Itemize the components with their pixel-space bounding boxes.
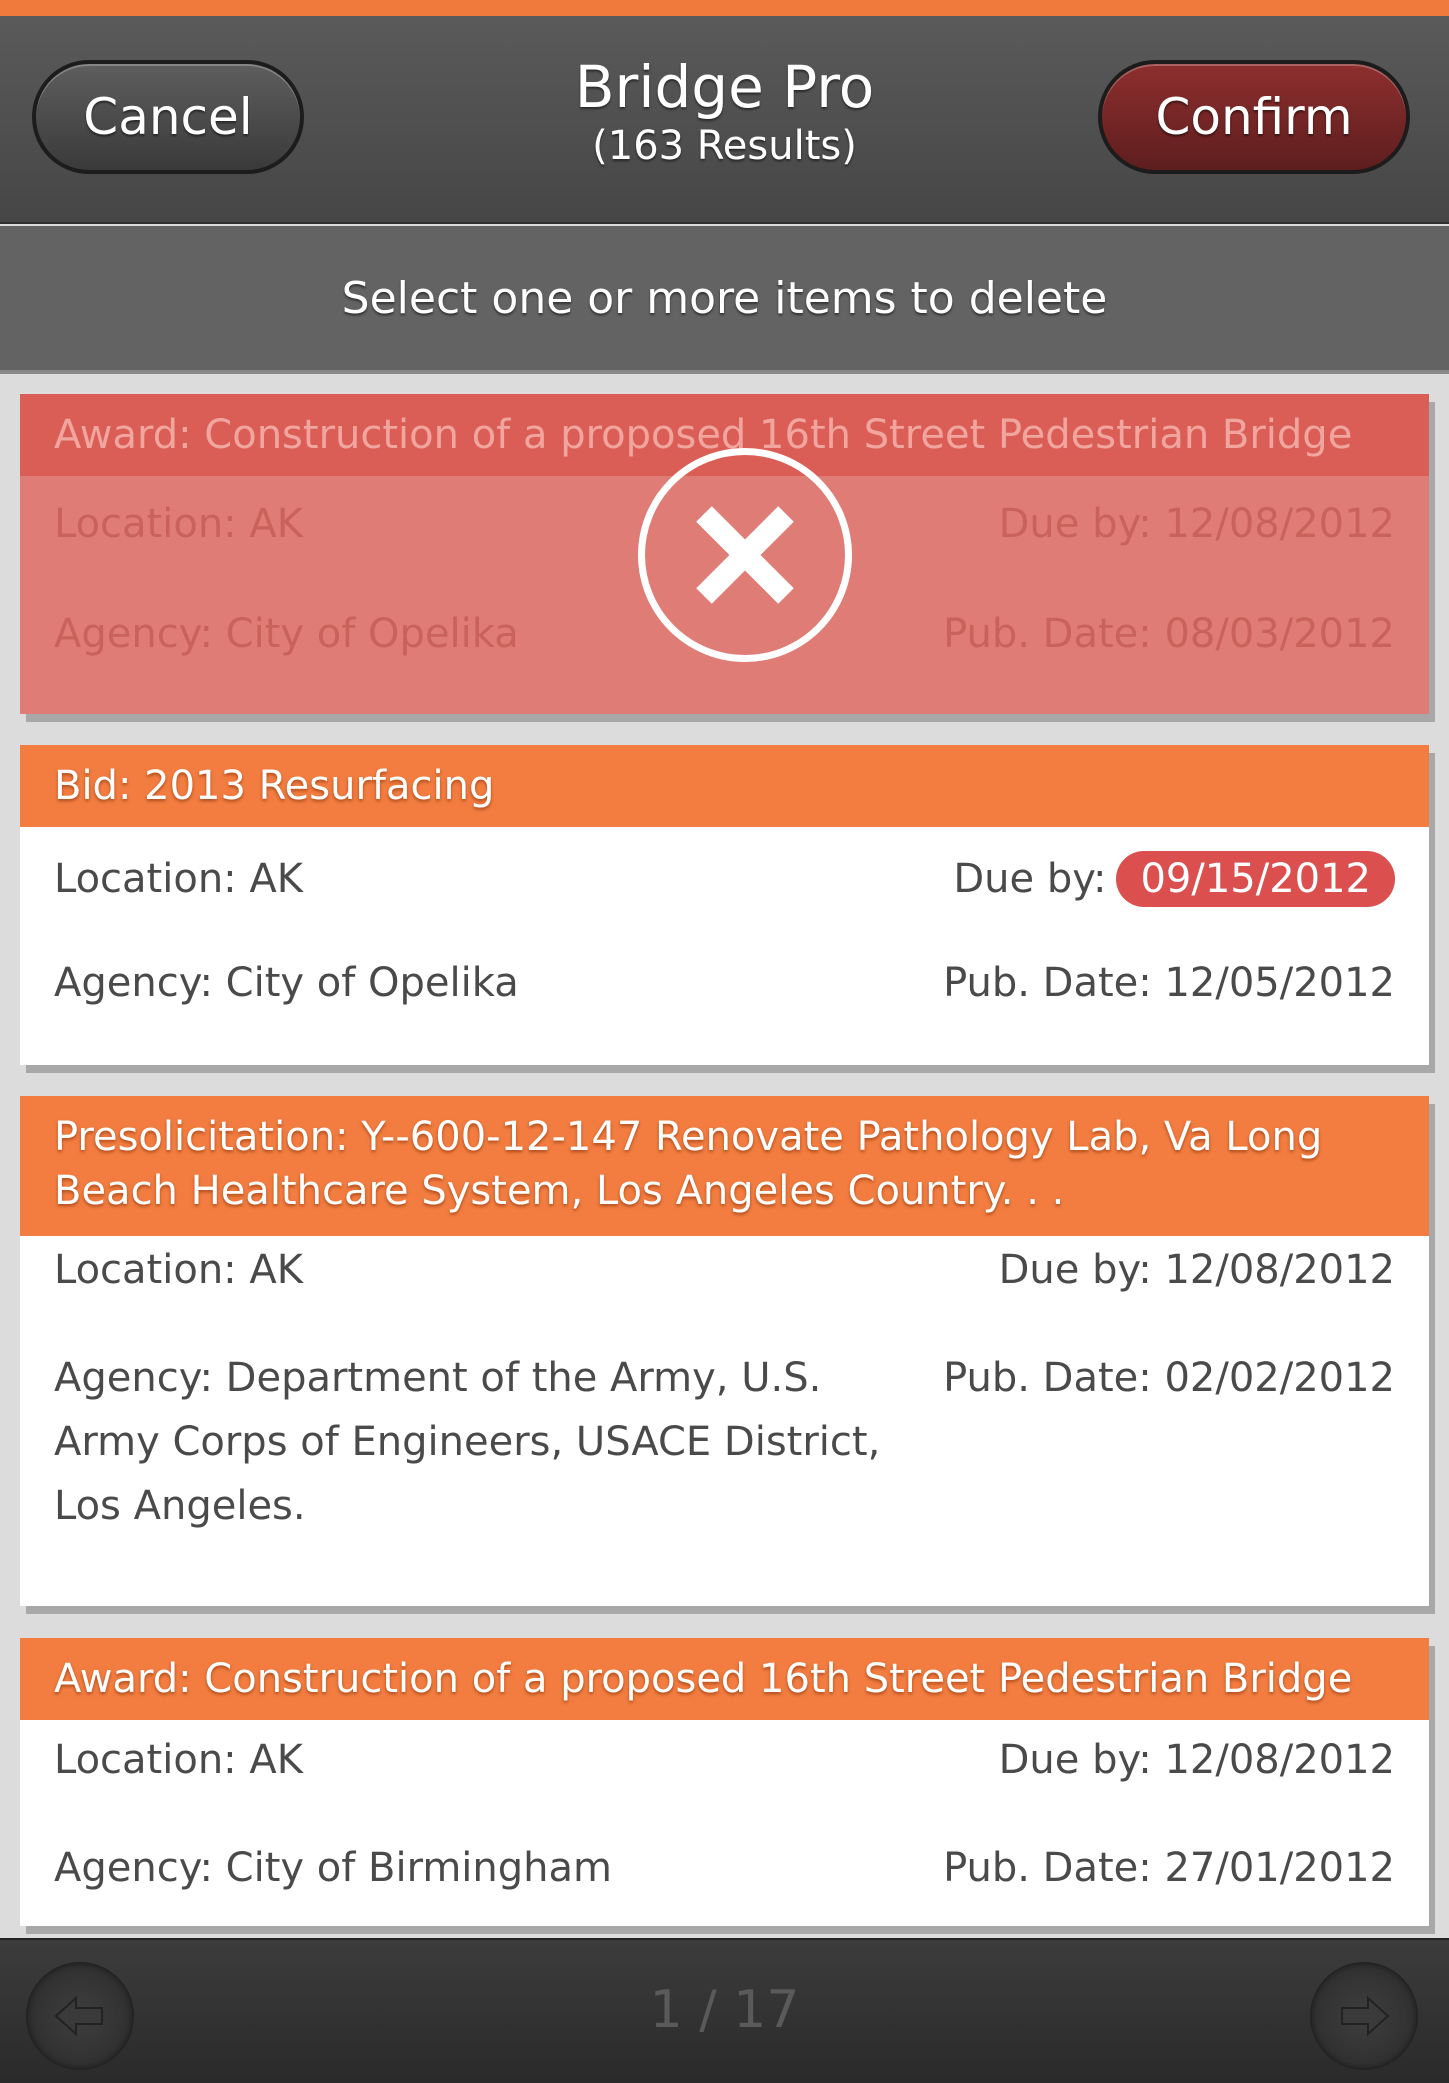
- item-agency: Agency: City of Opelika: [54, 611, 519, 657]
- cancel-button[interactable]: Cancel: [32, 60, 304, 174]
- due-label: Due by:: [998, 1247, 1152, 1293]
- top-accent-stripe: [0, 0, 1449, 16]
- instruction-bar: [0, 226, 1449, 374]
- close-circle-icon[interactable]: [638, 448, 852, 662]
- next-page-button[interactable]: [1310, 1962, 1418, 2070]
- list-item-selected[interactable]: [20, 394, 1429, 714]
- item-due: [953, 847, 1395, 911]
- item-due: [999, 492, 1395, 556]
- due-date: 12/08/2012: [1164, 1247, 1395, 1293]
- title-block: [430, 52, 1019, 170]
- app-title: Bridge Pro: [574, 53, 875, 121]
- item-due: [999, 1728, 1395, 1792]
- page-indicator: 1 / 17: [649, 1980, 800, 2040]
- app-header: [0, 16, 1449, 224]
- list-item[interactable]: [20, 745, 1429, 1065]
- item-location: Location: AK: [54, 1247, 303, 1293]
- due-label: Due by:: [953, 856, 1107, 902]
- item-pub-date: Pub. Date: 12/05/2012: [943, 960, 1395, 1006]
- instruction-text: Select one or more items to delete: [341, 272, 1108, 324]
- results-count: (163 Results): [592, 123, 857, 169]
- item-location: Location: AK: [54, 856, 303, 902]
- item-agency: Agency: City of Opelika: [54, 960, 519, 1006]
- item-title: Presolicitation: Y--600-12-147 Renovate Pathology Lab, Va Long Beach Healthcare System, Los Angeles Country. . .: [20, 1096, 1429, 1236]
- item-pub-date: Pub. Date: 27/01/2012: [943, 1845, 1395, 1891]
- pagination-bar: [0, 1938, 1449, 2083]
- item-agency: Agency: Department of the Army, U.S. Army Corps of Engineers, USACE District, Los Angeles.: [54, 1355, 881, 1529]
- arrow-right-icon: [1334, 1986, 1394, 2046]
- due-label: Due by:: [998, 1737, 1152, 1783]
- item-location: Location: AK: [54, 1737, 303, 1783]
- item-title: Award: Construction of a proposed 16th Street Pedestrian Bridge: [20, 394, 1429, 476]
- item-agency: Agency: City of Birmingham: [54, 1845, 612, 1891]
- list-item[interactable]: [20, 1096, 1429, 1606]
- due-date-badge: 09/15/2012: [1116, 851, 1395, 907]
- confirm-button[interactable]: Confirm: [1098, 60, 1410, 174]
- item-due: [999, 1238, 1395, 1302]
- list-item[interactable]: [20, 1638, 1429, 1926]
- due-label: Due by:: [998, 501, 1152, 547]
- item-pub-date: Pub. Date: 02/02/2012: [943, 1355, 1395, 1401]
- item-title: Award: Construction of a proposed 16th Street Pedestrian Bridge: [20, 1638, 1429, 1720]
- item-location: Location: AK: [54, 501, 303, 547]
- item-pub-date: Pub. Date: 08/03/2012: [943, 611, 1395, 657]
- due-date: 12/08/2012: [1164, 501, 1395, 547]
- item-title: Bid: 2013 Resurfacing: [20, 745, 1429, 827]
- due-date: 12/08/2012: [1164, 1737, 1395, 1783]
